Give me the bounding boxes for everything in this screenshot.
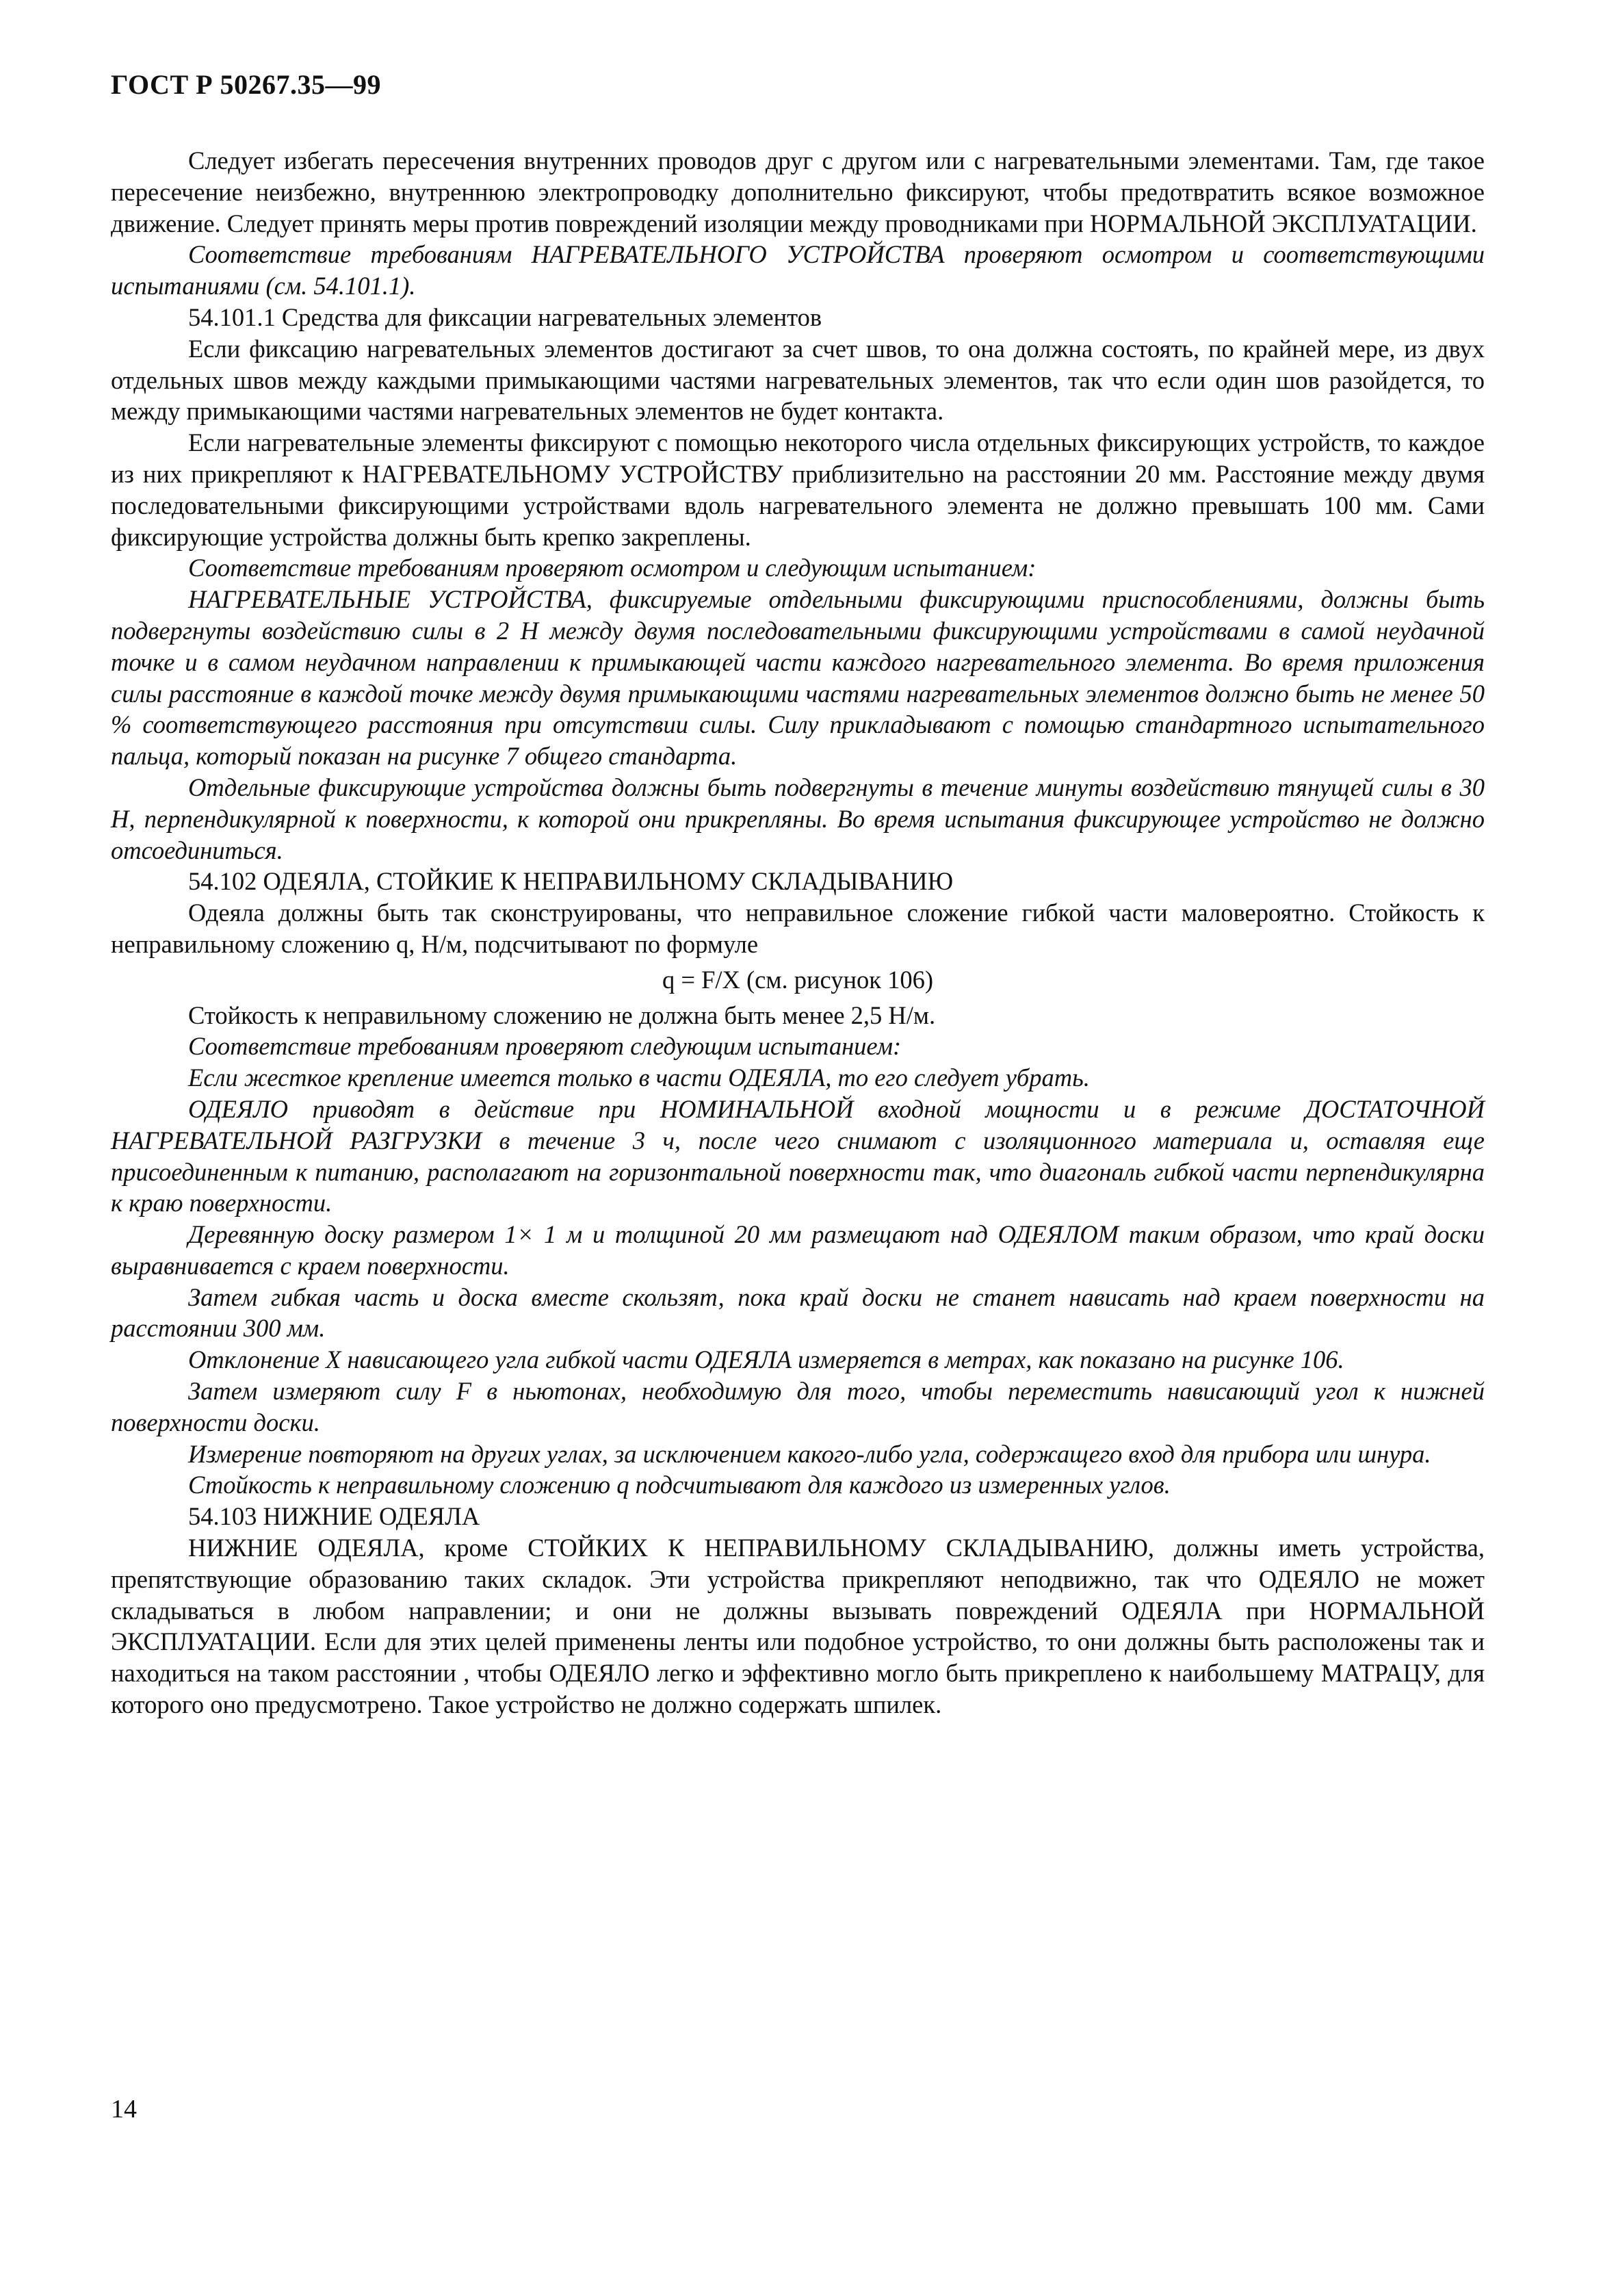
paragraph-force-test: НАГРЕВАТЕЛЬНЫЕ УСТРОЙСТВА, фиксируемые отдельными фиксирующими приспособлениями, должны быть подвергнуты воздействию силы в 2 Н между двумя последовательными фиксирующими устройствами в самой неудачной точке и в самом неудачном направлении к примыкающей части каждого нагревательного элемента. Во время приложения силы расстояние в каждой точке между двумя примыкающими частями нагревательных элементов должно быть не менее 50 % соответствующего расстояния при отсутствии силы. Силу прикладывают с помощью стандартного испытательного пальца, который показан на рисунке 7 общего стандарта.	[111, 585, 1485, 771]
document-body	[111, 145, 1485, 1720]
paragraph-calc-each: Стойкость к неправильному сложению q подсчитывают для каждого из измеренных углов.	[188, 1471, 1171, 1499]
paragraph-repeat: Измерение повторяют на других углах, за исключением какого-либо угла, содержащего вход для прибора или шнура.	[188, 1439, 1431, 1468]
paragraph-measure-force: Затем измеряют силу F в ньютонах, необходимую для того, чтобы переместить нависающий угол к нижней поверхности доски.	[111, 1377, 1485, 1436]
paragraph-wooden-board: Деревянную доску размером 1× 1 м и толщиной 20 мм размещают над ОДЕЯЛОМ таким образом, что край доски выравнивается с краем поверхности.	[111, 1220, 1485, 1280]
paragraph-min-resistance: Стойкость к неправильному сложению не должна быть менее 2,5 Н/м.	[188, 1001, 936, 1029]
formula: q = F/X (см. рисунок 106)	[662, 965, 933, 994]
paragraph-underblankets: НИЖНИЕ ОДЕЯЛА, кроме СТОЙКИХ К НЕПРАВИЛЬНОМУ СКЛАДЫВАНИЮ, должны иметь устройства, препятствующие образованию таких складок. Эти устройства прикрепляют неподвижно, так что ОДЕЯЛО не может складываться в любом направлении; и они не должны вызывать повреждений ОДЕЯЛА при НОРМАЛЬНОЙ ЭКСПЛУАТАЦИИ. Если для этих целей применены ленты или подобное устройство, то они должны быть расположены так и находиться на таком расстоянии , чтобы ОДЕЯЛО легко и эффективно могло быть прикреплено к наибольшему МАТРАЦУ, для которого оно предусмотрено. Такое устройство не должно содержать шпилек.	[111, 1534, 1485, 1719]
paragraph-seams: Если фиксацию нагревательных элементов достигают за счет швов, то она должна состоять, по крайней мере, из двух отдельных швов между каждыми примыкающими частями нагревательных элементов, так что если один шов разойдется, то между примыкающими частями нагревательных элементов не будет контакта.	[111, 334, 1485, 426]
paragraph-fixing-devices: Если нагревательные элементы фиксируют с помощью некоторого числа отдельных фиксирующих устройств, то каждое из них прикрепляют к НАГРЕВАТЕЛЬНОМУ УСТРОЙСТВУ приблизительно на расстоянии 20 мм. Расстояние между двумя последовательными фиксирующими устройствами вдоль нагревательного элемента не должно превышать 100 мм. Сами фиксирующие устройства должны быть крепко закреплены.	[111, 428, 1485, 551]
paragraph-rigid-fastening: Если жесткое крепление имеется только в части ОДЕЯЛА, то его следует убрать.	[188, 1063, 1090, 1092]
paragraph-fold-resistance: Одеяла должны быть так сконструированы, что неправильное сложение гибкой части маловероятно. Стойкость к неправильному сложению q, Н/м, подсчитывают по формуле	[111, 899, 1485, 958]
section-heading-54-103: 54.103 НИЖНИЕ ОДЕЯЛА	[188, 1502, 480, 1531]
paragraph-operate-blanket: ОДЕЯЛО приводят в действие при НОМИНАЛЬНОЙ входной мощности и в режиме ДОСТАТОЧНОЙ НАГРЕВАТЕЛЬНОЙ РАЗГРУЗКИ в течение 3 ч, после чего снимают с изоляционного материала и, оставляя еще присоединенным к питанию, располагают на горизонтальной поверхности так, что диагональ гибкой части перпендикулярна к краю поверхности.	[111, 1094, 1485, 1217]
page-number: 14	[111, 2095, 137, 2124]
section-heading-54-101-1: 54.101.1 Средства для фиксации нагревательных элементов	[188, 302, 822, 331]
section-heading-54-102: 54.102 ОДЕЯЛА, СТОЙКИЕ К НЕПРАВИЛЬНОМУ СКЛАДЫВАНИЮ	[188, 867, 954, 896]
paragraph-deflection: Отклонение X нависающего угла гибкой части ОДЕЯЛА измеряется в метрах, как показано на рисунке 106.	[188, 1345, 1344, 1374]
paragraph-compliance-test: Соответствие требованиям проверяют осмотром и следующим испытанием:	[188, 554, 1037, 582]
paragraph-slide: Затем гибкая часть и доска вместе скользят, пока край доски не станет нависать над краем поверхности на расстоянии 300 мм.	[111, 1282, 1485, 1343]
paragraph-pull-test: Отдельные фиксирующие устройства должны быть подвергнуты в течение минуты воздействию тянущей силы в 30 Н, перпендикулярной к поверхности, к которой они прикрепляны. Во время испытания фиксирующее устройство не должно отсоединиться.	[111, 773, 1485, 864]
paragraph-compliance-inspection: Соответствие требованиям НАГРЕВАТЕЛЬНОГО УСТРОЙСТВА проверяют осмотром и соответствующими испытаниями (см. 54.101.1).	[111, 240, 1485, 300]
paragraph-compliance-following-test: Соответствие требованиям проверяют следующим испытанием:	[188, 1032, 902, 1061]
standard-code-header: ГОСТ Р 50267.35—99	[111, 69, 382, 100]
paragraph-wiring: Следует избегать пересечения внутренних проводов друг с другом или с нагревательными элементами. Там, где такое пересечение неизбежно, внутреннюю электропроводку дополнительно фиксируют, чтобы предотвратить всякое возможное движение. Следует принять меры против повреждений изоляции между проводниками при НОРМАЛЬНОЙ ЭКСПЛУАТАЦИИ.	[111, 146, 1485, 237]
